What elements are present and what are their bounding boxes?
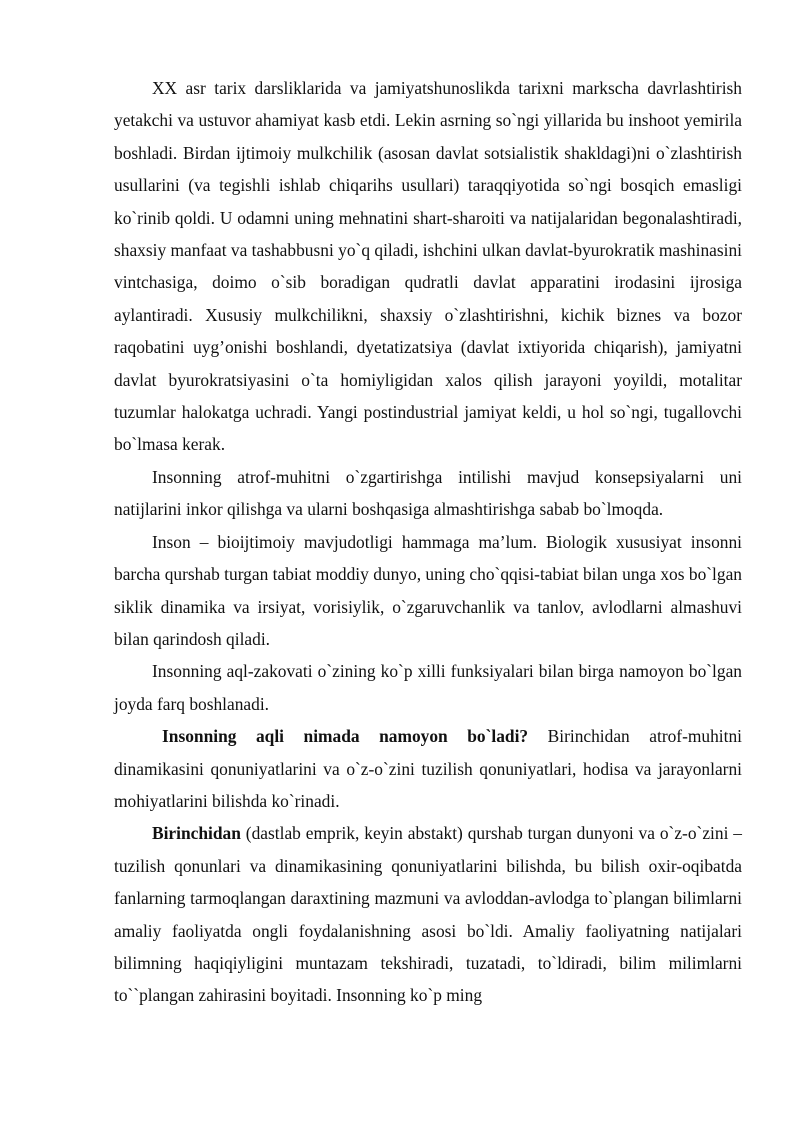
paragraph-text: Inson – bioijtimoiy mavjudotligi hammaga ma’lum. Biologik xususiyat insonni barcha qurshab turgan tabiat moddiy dunyo, uning cho`qqisi-tabiat bilan unga xos bo`lgan siklik dinamika va irsiyat, vorisiylik, o`zgaruvchanlik va tanlov, avlodlarni almashuvi bilan qarindosh qiladi. — [114, 531, 742, 649]
document-body — [114, 72, 742, 1012]
paragraph-periodization — [114, 72, 742, 461]
paragraph-text: XX asr tarix darsliklarida va jamiyatshunoslikda tarixni markscha davrlashtirish yetakchi va ustuvor ahamiyat kasb etdi. Lekin asrning so`ngi yillarida bu inshoot yemirila boshladi. Birdan ijtimoiy mulkchilik (asosan davlat sotsialistik shakldagi)ni o`zlashtirish usullarini (va tegishli ishlab chiqarihs usullari) taraqqiyotida so`ngi bosqich emasligi ko`rinib qoldi. U odamni uning mehnatini shart-sharoiti va natijalaridan begonalashtiradi, shaxsiy manfaat va tashabbusni yo`q qiladi, ishchini ulkan davlat-byurokratik mashinasini vintchasiga, doimo o`sib boradigan qudratli davlat apparatini irodasini ijrosiga aylantiradi. Xususiy mulkchilikni, shaxsiy o`zlashtirishni, kichik biznes va bozor raqobatini uyg’onishi boshlandi, dyetatizatsiya (davlat ixtiyorida chiqarish), jamiyatni davlat byurokratsiyasini o`ta homiyligidan xalos qilish jarayoni yoyildi, motalitar tuzumlar halokatga uchradi. Yangi postindustrial jamiyat keldi, u hol so`ngi, tugallovchi bo`lmasa kerak. — [114, 78, 742, 455]
paragraph-heading-bold: Insonning aqli nimada namoyon bo`ladi? — [162, 726, 529, 747]
paragraph-environment-change — [114, 461, 742, 526]
paragraph-intellect — [114, 655, 742, 720]
paragraph-heading-bold: Birinchidan — [152, 823, 241, 844]
paragraph-text: Insonning atrof-muhitni o`zgartirishga intilishi mavjud konsepsiyalarni uni natijlarini inkor qilishga va ularni boshqasiga almashtirishga sabab bo`lmoqda. — [114, 466, 742, 520]
paragraph-biosocial-being — [114, 526, 742, 656]
paragraph-text: Birinchidan atrof-muhitni dinamikasini qonuniyatlarini va o`z-o`zini tuzilish qonuniyatlari, hodisa va jarayonlarni mohiyatlarini bilishda ko`rinadi. — [114, 726, 743, 811]
paragraph-text: (dastlab emprik, keyin abstakt) qurshab turgan dunyoni va o`z-o`zini – tuzilish qonunlari va dinamikasining qonuniyatlarini bilishda, bu bilish oxir-oqibatda fanlarning tarmoqlangan daraxtining mazmuni va avloddan-avlodga to`plangan bilimlarni amaliy faoliyatda ongli foydalanishning asosi bo`ldi. Amaliy faoliyatning natijalari bilimning haqiqiyligini muntazam tekshiradi, tuzatadi, to`ldiradi, bilim milimlarni to``plangan zahirasini boyitadi. Insonning ko`p ming — [114, 823, 742, 1006]
paragraph-mind-question — [114, 720, 742, 817]
paragraph-text: Insonning aql-zakovati o`zining ko`p xilli funksiyalari bilan birga namoyon bo`lgan joyda farq boshlanadi. — [114, 661, 742, 714]
paragraph-firstly — [114, 817, 742, 1011]
